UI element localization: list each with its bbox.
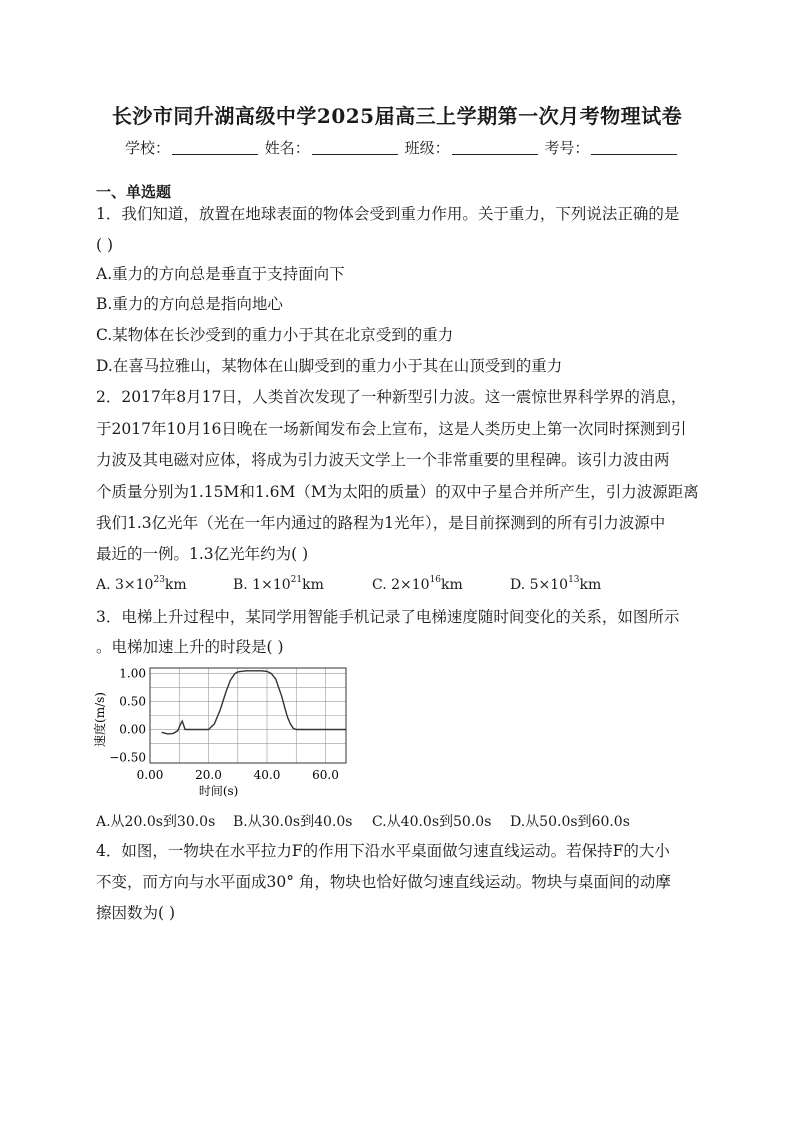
section-heading: 一、单选题 bbox=[96, 183, 172, 201]
chart-grid bbox=[150, 668, 346, 763]
student-info-row bbox=[125, 137, 679, 158]
q4-stem-line2: 不变，而方向与水平面成30° 角，物块也恰好做匀速直线运动。物块与桌面间的动摩 bbox=[96, 873, 671, 891]
class-label: 班级： bbox=[404, 139, 450, 157]
number-label: 考号： bbox=[544, 139, 590, 157]
y-tick-labels bbox=[109, 667, 146, 765]
q4-stem-line3: 擦因数为( ) bbox=[96, 904, 176, 922]
q1-stem-line1: 1．我们知道，放置在地球表面的物体会受到重力作用。关于重力，下列说法正确的是 bbox=[96, 205, 680, 223]
school-label: 学校： bbox=[125, 139, 171, 157]
q3-option-b: B.从30.0s到40.0s bbox=[233, 814, 353, 830]
y-tick-label: −0.50 bbox=[109, 750, 146, 765]
q2-option-c: C. $2\times 10^{16}km$ bbox=[372, 575, 463, 593]
q3-option-a: A.从20.0s到30.0s bbox=[96, 814, 216, 830]
q1-option-d: D.在喜马拉雅山，某物体在山脚受到的重力小于其在山顶受到的重力 bbox=[96, 357, 563, 375]
y-tick-label: 1.00 bbox=[119, 666, 146, 681]
y-axis-label: 速度(m/s) bbox=[93, 692, 107, 747]
x-axis-label: 时间(s) bbox=[198, 784, 239, 798]
q2-stem-line3: 力波及其电磁对应体，将成为引力波天文学上一个非常重要的里程碑。该引力波由两 bbox=[96, 451, 670, 469]
class-blank[interactable] bbox=[452, 140, 538, 155]
exam-title: 长沙市同升湖高级中学2025届高三上学期第一次月考物理试卷 bbox=[111, 104, 683, 128]
x-tick-label: 60.0 bbox=[312, 768, 339, 782]
velocity-time-chart bbox=[92, 660, 362, 800]
q2-option-a: A. $3\times 10^{23}km$ bbox=[96, 575, 187, 593]
school-blank[interactable] bbox=[172, 140, 258, 155]
q3-stem-line1: 3．电梯上升过程中，某同学用智能手机记录了电梯速度随时间变化的关系，如图所示 bbox=[96, 608, 680, 626]
q3-stem-line2: 。电梯加速上升的时段是( ) bbox=[96, 638, 284, 656]
q2-stem-line5: 我们1.3亿光年（光在一年内通过的路程为1光年），是目前探测到的所有引力波源中 bbox=[96, 514, 666, 532]
q4-stem-line1: 4．如图，一物块在水平拉力F的作用下沿水平桌面做匀速直线运动。若保持F的大小 bbox=[96, 842, 670, 860]
name-blank[interactable] bbox=[312, 140, 398, 155]
x-tick-label: 0.00 bbox=[136, 768, 164, 782]
series-line bbox=[162, 671, 346, 734]
y-tick-label: 0.50 bbox=[119, 694, 146, 709]
x-tick-labels bbox=[137, 768, 339, 782]
q2-stem-line4: 个质量分别为1.15M和1.6M（M为太阳的质量）的双中子星合并所产生，引力波源距离 bbox=[96, 483, 699, 501]
q2-stem-line6: 最近的一例。1.3亿光年约为( ) bbox=[96, 545, 309, 563]
name-label: 姓名： bbox=[264, 139, 310, 157]
q2-stem-line1: 2．2017年8月17日，人类首次发现了一种新型引力波。这一震惊世界科学界的消息， bbox=[96, 388, 687, 406]
q2-option-b: B. $1\times 10^{21}km$ bbox=[233, 575, 324, 593]
y-tick-label: 0.00 bbox=[119, 722, 146, 737]
q3-option-c: C.从40.0s到50.0s bbox=[372, 814, 492, 830]
x-tick-label: 40.0 bbox=[253, 768, 281, 782]
q1-option-a: A.重力的方向总是垂直于支持面向下 bbox=[96, 265, 345, 283]
number-blank[interactable] bbox=[591, 140, 677, 155]
q2-option-d: D. $5\times 10^{13}km$ bbox=[510, 575, 602, 593]
q1-stem-line2: ( ) bbox=[96, 236, 114, 254]
q1-option-c: C.某物体在长沙受到的重力小于其在北京受到的重力 bbox=[96, 326, 454, 344]
q3-option-d: D.从50.0s到60.0s bbox=[510, 814, 630, 830]
x-tick-label: 20.0 bbox=[195, 768, 222, 782]
q2-stem-line2: 于2017年10月16日晚在一场新闻发布会上宣布，这是人类历史上第一次同时探测到引 bbox=[96, 420, 687, 438]
q1-option-b: B.重力的方向总是指向地心 bbox=[96, 295, 283, 313]
